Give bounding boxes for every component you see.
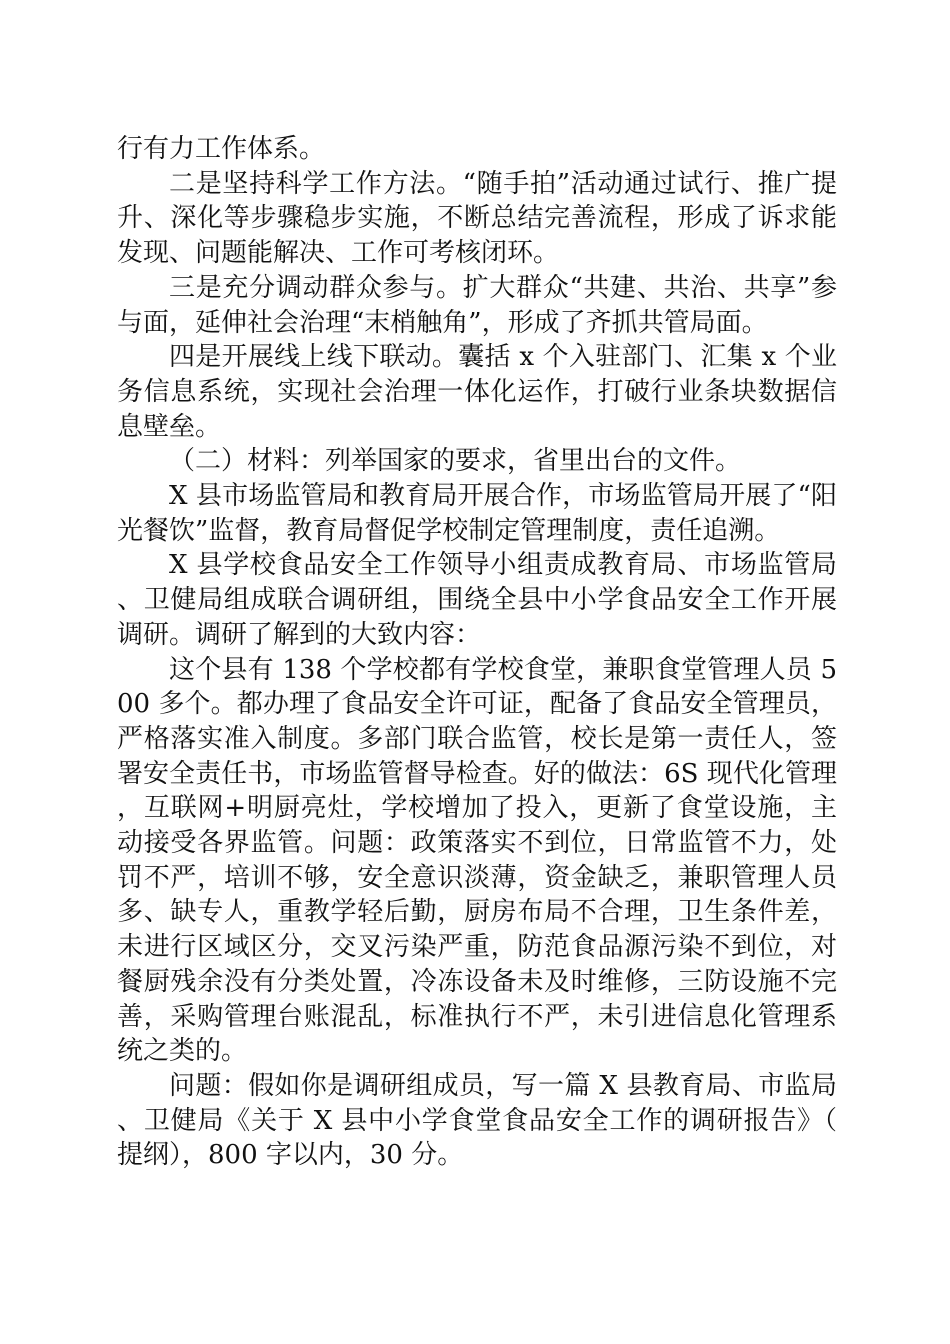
paragraph-research-group: X 县学校食品安全工作领导小组责成教育局、市场监管局、卫健局组成联合调研组，围绕全县中小学食品安全工作开展调研。调研了解到的大致内容：	[117, 550, 837, 650]
paragraph-continuation: 行有力工作体系。	[117, 134, 326, 164]
paragraph-question: 问题：假如你是调研组成员，写一篇 X 县教育局、市监局、卫健局《关于 X 县中小学食堂食品安全工作的调研报告》（提纲），800 字以内，30 分。	[117, 1070, 837, 1171]
paragraph-cooperation: X 县市场监管局和教育局开展合作，市场监管局开展了“阳光餐饮”监督，教育局督促学校制定管理制度，责任追溯。	[117, 481, 837, 546]
paragraph-point-four: 四是开展线上线下联动。囊括 x 个入驻部门、汇集 x 个业务信息系统，实现社会治理一体化运作，打破行业条块数据信息壁垒。	[117, 342, 837, 442]
document-body	[117, 132, 837, 1173]
paragraph-point-three: 三是充分调动群众参与。扩大群众“共建、共治、共享”参与面，延伸社会治理“末梢触角”，形成了齐抓共管局面。	[117, 272, 837, 338]
paragraph-point-two: 二是坚持科学工作方法。“随手拍”活动通过试行、推广提升、深化等步骤稳步实施，不断总结完善流程，形成了诉求能发现、问题能解决、工作可考核闭环。	[117, 168, 837, 269]
paragraph-research-findings: 这个县有 138 个学校都有学校食堂，兼职食堂管理人员 500 多个。都办理了食品安全许可证，配备了食品安全管理员，严格落实准入制度。多部门联合监管，校长是第一责任人，签署安全责任书，市场监管督导检查。好的做法：6S 现代化管理，互联网+明厨亮灶，学校增加了投入，更新了食堂设施，主动接受各界监管。问题：政策落实不到位，日常监管不力，处罚不严，培训不够，安全意识淡薄，资金缺乏，兼职管理人员多、缺专人，重教学轻后勤，厨房布局不合理，卫生条件差，未进行区域区分，交叉污染严重，防范食品源污染不到位，对餐厨残余没有分类处置，冷冻设备未及时维修，三防设施不完善，采购管理台账混乱，标准执行不严，未引进信息化管理系统之类的。	[117, 654, 837, 1067]
section-heading-materials: （二）材料：列举国家的要求，省里出台的文件。	[169, 446, 742, 477]
